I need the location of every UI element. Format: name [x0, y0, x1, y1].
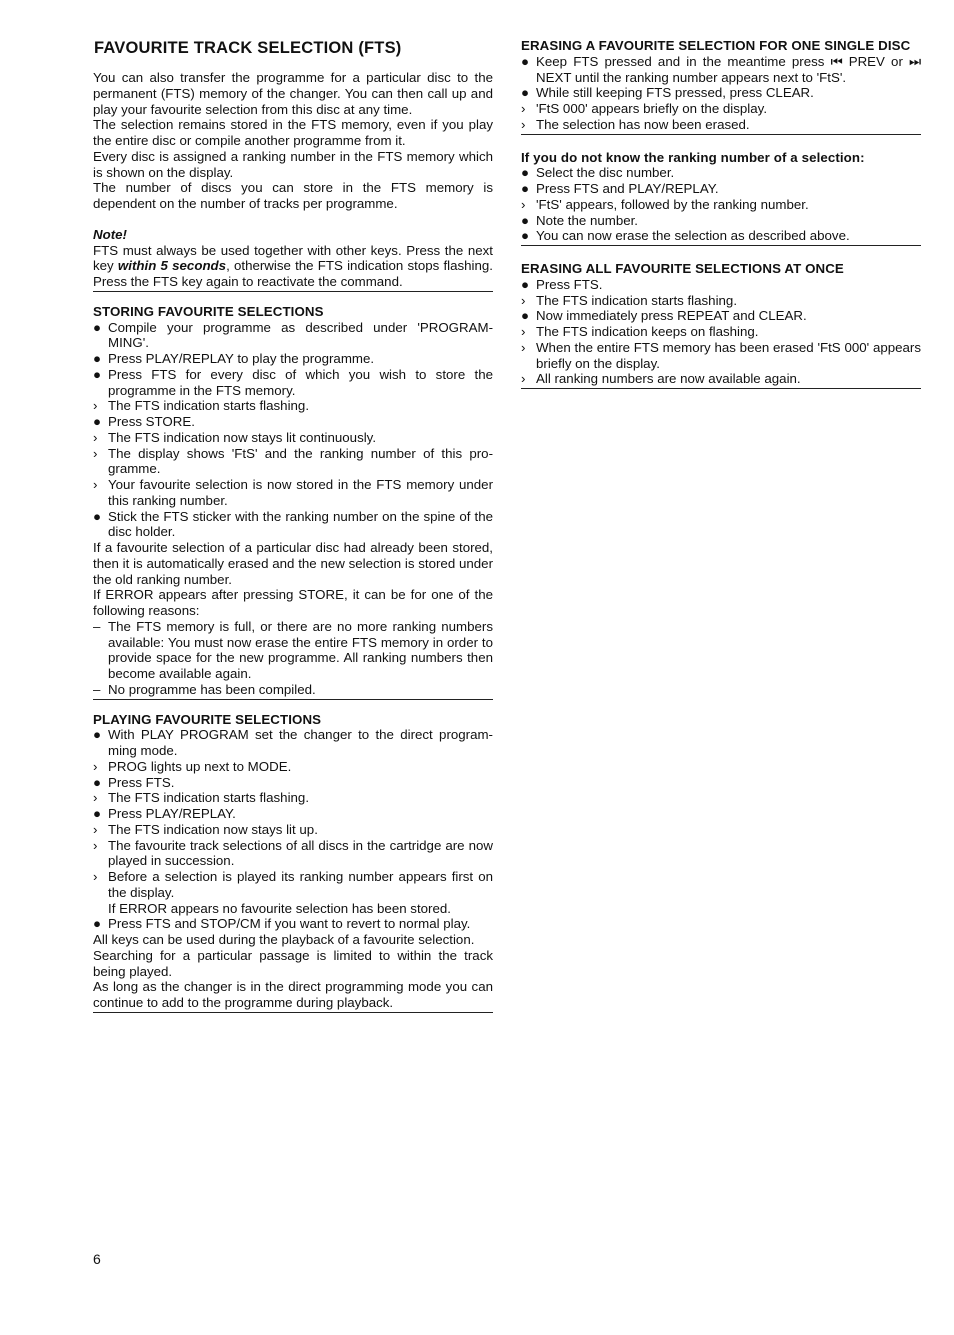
list-item: [93, 430, 493, 446]
list-item: [521, 340, 921, 372]
erase-one-list: [521, 54, 921, 135]
bullet-mark: ›: [521, 339, 526, 355]
list-item: [93, 790, 493, 806]
playing-paragraph: As long as the changer is in the direct programming mode you can continue to add to the programme during playback.: [93, 979, 493, 1010]
list-item-text: No programme has been compiled.: [108, 681, 316, 697]
bullet-mark: ›: [93, 445, 98, 461]
bullet-mark: ●: [93, 727, 102, 743]
page-title: FAVOURITE TRACK SELECTION (FTS): [94, 39, 402, 57]
list-item-text: The FTS indication keeps on flashing.: [536, 324, 759, 339]
bullet-mark: ●: [521, 53, 530, 69]
unknown-number-list: [521, 165, 921, 244]
list-item-text: 'FtS' appears, followed by the ranking number.: [536, 196, 809, 212]
erase-all-section: [521, 261, 921, 389]
list-item: [93, 775, 493, 791]
unknown-number-heading: If you do not know the ranking number of a selection:: [521, 149, 865, 165]
bullet-mark: ›: [521, 116, 526, 132]
intro-paragraph: You can also transfer the programme for a particular disc to the permanent (FTS) memory of the changer. You can then call up and play your favourite selection from this disc at any time.: [93, 70, 493, 117]
list-item-text: The FTS indication now stays lit up.: [108, 821, 318, 837]
left-column: [93, 38, 493, 1013]
playing-paragraph: Searching for a particular passage is limited to within the track being played.: [93, 947, 493, 979]
playing-heading: PLAYING FAVOURITE SELECTIONS: [93, 711, 322, 727]
list-item-text: The FTS indication starts flashing.: [108, 398, 310, 414]
bullet-mark: –: [93, 681, 101, 697]
list-item: [521, 277, 921, 293]
list-item-text: Select the disc number.: [536, 165, 675, 181]
list-item: [93, 727, 493, 759]
list-item: [521, 197, 921, 213]
list-item-text: Press FTS.: [536, 276, 603, 292]
bullet-mark: ●: [521, 165, 530, 181]
list-item-text: Note the number.: [536, 212, 639, 228]
storing-heading: STORING FAVOURITE SELECTIONS: [93, 303, 324, 319]
list-item-text: Press FTS.: [108, 774, 175, 790]
note-text-b: , otherwise the FTS indication stops flashing. Press the FTS key again to reactivate the command.: [93, 258, 493, 289]
bullet-mark: ●: [521, 228, 530, 244]
list-item-text: 'FtS 000' appears briefly on the display.: [536, 101, 768, 116]
intro-paragraph: The number of discs you can store in the FTS memory is dependent on the number of tracks per programme.: [93, 180, 493, 211]
list-item-text: Now immediately press REPEAT and CLEAR.: [536, 308, 807, 324]
list-item-text: Press PLAY/REPLAY.: [108, 806, 236, 821]
note-emphasis: within 5 seconds: [117, 258, 227, 274]
list-item: [93, 351, 493, 367]
list-item: [521, 228, 921, 244]
list-item: [93, 398, 493, 414]
list-item: [521, 181, 921, 197]
list-item-text: All ranking numbers are now available again.: [536, 371, 801, 387]
bullet-mark: ●: [521, 212, 530, 228]
bullet-mark: –: [93, 618, 101, 634]
list-item: [93, 838, 493, 870]
bullet-mark: ›: [93, 398, 98, 414]
list-item: [93, 367, 493, 399]
list-item: [521, 371, 921, 387]
error-reasons-list: [93, 619, 493, 698]
bullet-mark: ›: [521, 371, 526, 387]
list-item: [93, 619, 493, 682]
list-item-text: Press STORE.: [108, 414, 195, 429]
bullet-mark: ●: [93, 916, 102, 932]
list-item: [93, 869, 493, 901]
list-item-text: Before a selection is played its ranking number appears first on the display.: [108, 869, 493, 900]
list-item-text: Your favourite selection is now stored in the FTS memory under this ranking number.: [108, 477, 493, 508]
note-text-a: FTS must always be used together with other keys. Press the next key: [93, 242, 493, 274]
erase-one-section: [521, 38, 921, 135]
bullet-mark: ●: [521, 181, 530, 196]
list-item: [93, 759, 493, 775]
list-item-text: The FTS indication now stays lit continuously.: [108, 429, 377, 445]
playing-paragraph: All keys can be used during the playback of a favourite selection.: [93, 932, 475, 947]
playing-list: [93, 727, 493, 900]
list-item-text: The FTS indication starts flashing.: [536, 292, 738, 308]
bullet-mark: ●: [521, 85, 530, 101]
list-item: [93, 806, 493, 822]
bullet-mark: ›: [93, 821, 98, 837]
right-column: [521, 38, 921, 389]
list-item: [93, 477, 493, 509]
note-text: [93, 243, 493, 290]
list-item: [521, 101, 921, 117]
page-number: 6: [93, 1251, 101, 1267]
list-item: [93, 320, 493, 352]
bullet-mark: ›: [93, 869, 98, 884]
erase-all-list: [521, 277, 921, 387]
list-item: [521, 85, 921, 101]
playing-indented-note: If ERROR appears no favourite selection has been stored.: [108, 900, 451, 916]
storing-section: [93, 304, 493, 700]
list-item: [521, 117, 921, 133]
note-section: [93, 227, 493, 292]
list-item-text: Press FTS and PLAY/REPLAY.: [536, 181, 719, 196]
unknown-number-section: [521, 150, 921, 247]
list-item: [93, 822, 493, 838]
list-item: [93, 509, 493, 541]
bullet-mark: ›: [521, 324, 526, 339]
storing-paragraph: If ERROR appears after pressing STORE, it can be for one of the following reasons:: [93, 587, 493, 618]
list-item: [521, 165, 921, 181]
bullet-mark: ›: [93, 837, 98, 853]
list-item-text: You can now erase the selection as described above.: [536, 228, 850, 244]
list-item-text: The display shows 'FtS' and the ranking number of this pro-gramme.: [108, 445, 493, 477]
bullet-mark: ●: [93, 351, 102, 366]
list-item: [521, 54, 921, 86]
list-item-text: When the entire FTS memory has been erased 'FtS 000' appears briefly on the display.: [536, 339, 921, 371]
list-item-text: Press FTS and STOP/CM if you want to revert to normal play.: [108, 916, 471, 932]
list-item: [93, 682, 493, 698]
intro-paragraph: The selection remains stored in the FTS memory, even if you play the entire disc or compile another programme from it.: [93, 117, 493, 148]
bullet-mark: ●: [93, 366, 102, 382]
list-item-text: Press PLAY/REPLAY to play the programme.: [108, 351, 375, 366]
list-item-text: While still keeping FTS pressed, press CLEAR.: [536, 85, 814, 101]
erase-one-heading: ERASING A FAVOURITE SELECTION FOR ONE SINGLE DISC: [521, 38, 911, 53]
note-title: Note!: [93, 226, 127, 242]
storing-paragraph: If a favourite selection of a particular disc had already been stored, then it is automatically erased and the new selection is stored under the old ranking number.: [93, 540, 493, 587]
bullet-mark: ●: [521, 308, 530, 324]
bullet-mark: ●: [521, 276, 530, 292]
bullet-mark: ›: [521, 101, 526, 116]
list-item-text: With PLAY PROGRAM set the changer to the direct program-ming mode.: [108, 727, 493, 758]
list-item-text: Press FTS for every disc of which you wish to store the programme in the FTS memory.: [108, 366, 493, 398]
bullet-mark: ●: [93, 319, 102, 335]
bullet-mark: ●: [93, 508, 102, 524]
list-item-text: Compile your programme as described under 'PROGRAM-MING'.: [108, 319, 493, 351]
list-item: [521, 293, 921, 309]
bullet-mark: ›: [93, 477, 98, 492]
list-item: [93, 916, 493, 932]
erase-all-heading: ERASING ALL FAVOURITE SELECTIONS AT ONCE: [521, 261, 844, 276]
list-item-text: The FTS indication starts flashing.: [108, 790, 310, 806]
list-item-text: Stick the FTS sticker with the ranking number on the spine of the disc holder.: [108, 508, 493, 540]
intro-paragraph: Every disc is assigned a ranking number in the FTS memory which is shown on the display.: [93, 148, 493, 180]
list-item: [521, 308, 921, 324]
list-item: [93, 446, 493, 478]
bullet-mark: ›: [521, 196, 526, 212]
bullet-mark: ●: [93, 414, 102, 429]
bullet-mark: ›: [521, 292, 526, 308]
bullet-mark: ●: [93, 774, 102, 790]
list-item-text: The FTS memory is full, or there are no more ranking numbers available: You must now erase the entire FTS memory in order to provide space for the new programme. All ranking numbers then become available again.: [108, 618, 493, 681]
playing-section: [93, 712, 493, 1013]
bullet-mark: ›: [93, 790, 98, 806]
list-item: [93, 414, 493, 430]
bullet-mark: ●: [93, 806, 102, 821]
bullet-mark: ›: [93, 758, 98, 774]
bullet-mark: ›: [93, 429, 98, 445]
list-item-text: The selection has now been erased.: [536, 116, 750, 132]
intro-section: [93, 70, 493, 212]
storing-list: [93, 320, 493, 541]
list-item-text: PROG lights up next to MODE.: [108, 758, 292, 774]
list-item: [521, 213, 921, 229]
list-item-text: Keep FTS pressed and in the meantime press ⏮ PREV or ⏭ NEXT until the ranking number appears next to 'FtS'.: [536, 53, 921, 85]
list-item: [521, 324, 921, 340]
list-item-text: The favourite track selections of all discs in the cartridge are now played in succession.: [108, 837, 493, 869]
